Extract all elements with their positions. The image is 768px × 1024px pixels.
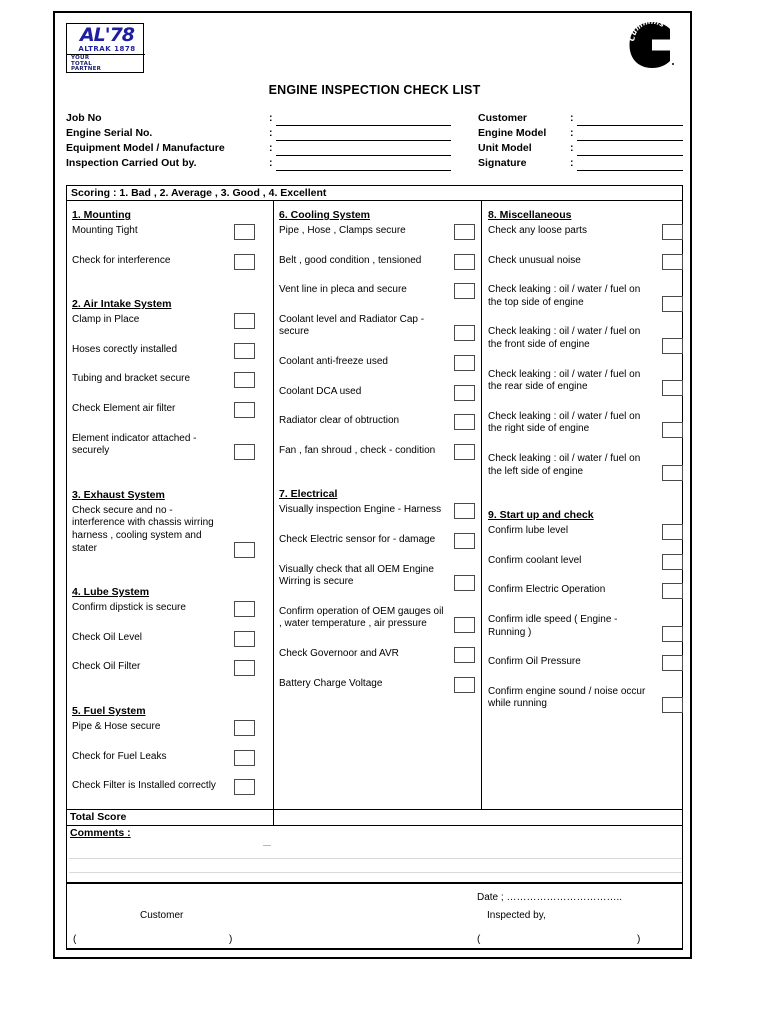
svg-text:Cummins: Cummins [627, 19, 667, 42]
page-title: ENGINE INSPECTION CHECK LIST [268, 83, 481, 97]
checklist-checkbox[interactable] [234, 444, 255, 460]
inspection-by-field[interactable] [276, 170, 451, 171]
document-frame [53, 11, 692, 959]
checklist-checkbox[interactable] [234, 601, 255, 617]
checklist-item-label: Pipe & Hose secure [72, 721, 161, 732]
checklist-item-label: Check leaking : oil / water / fuel on the rear side of engine [488, 368, 641, 393]
equipment-model-colon: : [269, 142, 273, 154]
checklist-item-label: Confirm coolant level [488, 554, 582, 566]
altrak-wordmark: AL'78 [79, 24, 135, 46]
checklist-item-label: Check unusual noise [488, 254, 581, 266]
total-score-label: Total Score [70, 811, 127, 823]
checklist-item-label: Visually check that all OEM Engine Wirring is secure [279, 563, 434, 588]
section-heading: 6. Cooling System [279, 209, 371, 221]
checklist-item-label: Check leaking : oil / water / fuel on the top side of engine [488, 284, 641, 308]
info-row [66, 112, 683, 127]
checklist-item-label: Check leaking : oil / water / fuel on the left side of engine [488, 453, 641, 477]
checklist-checkbox[interactable] [234, 254, 255, 270]
checklist-item-label: Check secure and no - interference with chassis wirring harness , cooling system and stater [72, 504, 214, 554]
engine-model-colon: : [570, 127, 574, 139]
checklist-item-label: Check leaking : oil / water / fuel on the right side of engine [488, 410, 641, 435]
unit-model-field[interactable] [577, 155, 683, 156]
checklist-checkbox[interactable] [662, 254, 683, 270]
checklist-column-1 [67, 201, 273, 809]
checklist-item-label: Tubing and bracket secure [72, 373, 191, 385]
checklist-checkbox[interactable] [454, 444, 475, 460]
checklist-checkbox[interactable] [454, 503, 475, 519]
checklist-item-label: Check leaking : oil / water / fuel on the front side of engine [488, 326, 641, 350]
checklist-checkbox[interactable] [454, 677, 475, 693]
checklist-item-label: Check Filter is Installed correctly [72, 780, 216, 792]
checklist-item-label: Confirm operation of OEM gauges oil , water temperature , air pressure [279, 605, 444, 630]
checklist-item-label: Confirm lube level [488, 525, 569, 537]
checklist-checkbox[interactable] [454, 325, 475, 341]
checklist-checkbox[interactable] [234, 631, 255, 647]
checklist-checkbox[interactable] [454, 533, 475, 549]
info-row [66, 157, 683, 172]
checklist-grid [66, 201, 683, 809]
section-heading: 2. Air Intake System [72, 298, 172, 311]
checklist-checkbox[interactable] [662, 697, 683, 713]
checklist-checkbox[interactable] [234, 224, 255, 240]
checklist-item-label: Coolant anti-freeze used [279, 356, 388, 367]
equipment-model-label: Equipment Model / Manufacture [66, 142, 225, 154]
checklist-checkbox[interactable] [662, 655, 683, 671]
checklist-item-label: Check any loose parts [488, 225, 587, 236]
section-heading: 1. Mounting [72, 209, 131, 221]
signature-label: Signature [478, 157, 527, 169]
section-heading: 3. Exhaust System [72, 488, 165, 501]
checklist-checkbox[interactable] [234, 779, 255, 795]
section-heading: 4. Lube System [72, 586, 150, 599]
checklist-item-label: Element indicator attached - securely [72, 432, 197, 457]
customer-label: Customer [478, 112, 528, 124]
checklist-column-3 [481, 201, 684, 809]
checklist-item-label: Confirm dipstick is secure [72, 602, 186, 614]
altrak-tagline [71, 56, 101, 73]
customer-signature-label: Customer [140, 910, 184, 921]
job-no-label: Job No [66, 112, 102, 124]
signature-colon: : [570, 157, 574, 169]
checklist-item-label: Check Oil Level [72, 631, 143, 643]
checklist-item-label: Fan , fan shroud , check - condition [279, 444, 436, 456]
checklist-item-label: Battery Charge Voltage [279, 677, 383, 689]
checklist-checkbox[interactable] [234, 343, 255, 359]
checklist-checkbox[interactable] [234, 720, 255, 736]
checklist-column-2 [273, 201, 481, 809]
checklist-checkbox[interactable] [662, 583, 683, 599]
customer-colon: : [570, 112, 574, 124]
section-heading: 5. Fuel System [72, 705, 146, 717]
checklist-item-label: Check for interference [72, 254, 171, 266]
info-row [66, 142, 683, 157]
checklist-checkbox[interactable] [662, 224, 683, 240]
checklist-checkbox[interactable] [662, 296, 683, 312]
tagline-line-3: PARTNER [71, 66, 102, 73]
checklist-item-label: Confirm idle speed ( Engine - Running ) [488, 614, 618, 638]
engine-serial-no-field[interactable] [276, 140, 451, 141]
checklist-item-label: Pipe , Hose , Clamps secure [279, 225, 406, 236]
info-fields [66, 112, 683, 172]
total-score-row [66, 809, 683, 826]
date-label[interactable]: Date ; …………………………….. [477, 892, 623, 903]
checklist-checkbox[interactable] [234, 750, 255, 766]
cummins-logo [626, 19, 678, 71]
inspector-paren-close: ) [637, 934, 641, 945]
section-heading: 7. Electrical [279, 488, 338, 501]
checklist-checkbox[interactable] [454, 224, 475, 240]
stray-mark [263, 845, 271, 846]
checklist-item-label: Mounting Tight [72, 225, 138, 236]
checklist-checkbox[interactable] [234, 402, 255, 418]
inspection-by-colon: : [269, 157, 273, 169]
checklist-item-label: Check Governoor and AVR [279, 648, 399, 659]
altrak-logo [66, 23, 144, 73]
checklist-item-label: Hoses corectly installed [72, 343, 178, 355]
checklist-item-label: Coolant DCA used [279, 385, 362, 397]
altrak-subtitle: ALTRAK 1878 [78, 45, 136, 53]
comments-rule-line[interactable] [69, 858, 682, 859]
checklist-checkbox[interactable] [662, 380, 683, 396]
checklist-checkbox[interactable] [454, 414, 475, 430]
checklist-item-label: Visually inspection Engine - Harness [279, 504, 442, 516]
signature-field[interactable] [577, 170, 683, 171]
customer-paren-open: ( [73, 934, 77, 945]
engine-serial-no-label: Engine Serial No. [66, 127, 153, 139]
checklist-checkbox[interactable] [234, 372, 255, 388]
checklist-checkbox[interactable] [662, 338, 683, 354]
checklist-checkbox[interactable] [662, 524, 683, 540]
checklist-item-label: Confirm Electric Operation [488, 584, 606, 596]
customer-field[interactable] [577, 125, 683, 126]
comments-rule-line[interactable] [69, 872, 682, 873]
checklist-item-label: Radiator clear of obtruction [279, 415, 400, 427]
checklist-item-label: Check Electric sensor for - damage [279, 534, 436, 545]
scoring-text: Scoring : 1. Bad , 2. Average , 3. Good , 4. Excellent [71, 187, 327, 199]
comments-label: Comments : [70, 827, 131, 839]
inspection-by-label: Inspection Carried Out by. [66, 157, 197, 169]
unit-model-label: Unit Model [478, 142, 532, 154]
checklist-checkbox[interactable] [234, 313, 255, 329]
checklist-item-label: Coolant level and Radiator Cap - secure [279, 313, 425, 338]
engine-serial-no-colon: : [269, 127, 273, 139]
inspected-by-label: Inspected by, [487, 910, 546, 921]
signature-section [66, 884, 683, 950]
checklist-checkbox[interactable] [662, 554, 683, 570]
checklist-checkbox[interactable] [454, 385, 475, 401]
checklist-checkbox[interactable] [234, 660, 255, 676]
checklist-item-label: Check for Fuel Leaks [72, 750, 167, 762]
customer-paren-close: ) [229, 934, 233, 945]
checklist-checkbox[interactable] [454, 617, 475, 633]
checklist-item-label: Belt , good condition , tensioned [279, 254, 422, 266]
unit-model-colon: : [570, 142, 574, 154]
checklist-checkbox[interactable] [662, 465, 683, 481]
equipment-model-field[interactable] [276, 155, 451, 156]
comments-section [66, 826, 683, 884]
job-no-colon: : [269, 112, 273, 124]
checklist-item-label: Confirm Oil Pressure [488, 656, 581, 668]
engine-model-field[interactable] [577, 140, 683, 141]
job-no-field[interactable] [276, 125, 451, 126]
inspector-paren-open: ( [477, 934, 481, 945]
checklist-item-label: Confirm engine sound / noise occur while running [488, 685, 646, 710]
engine-model-label: Engine Model [478, 127, 547, 139]
total-score-divider [273, 810, 274, 825]
checklist-checkbox[interactable] [454, 575, 475, 591]
checklist-checkbox[interactable] [662, 626, 683, 642]
checklist-checkbox[interactable] [454, 283, 475, 299]
checklist-checkbox[interactable] [454, 647, 475, 663]
checklist-checkbox[interactable] [662, 422, 683, 438]
checklist-item-label: Check Element air filter [72, 403, 176, 414]
checklist-item-label: Clamp in Place [72, 314, 140, 326]
tagline-line-2: TOTAL [71, 60, 93, 67]
section-heading: 8. Miscellaneous [488, 209, 572, 221]
checklist-checkbox[interactable] [234, 542, 255, 558]
checklist-item-label: Vent line in pleca and secure [279, 284, 407, 296]
checklist-item-label: Check Oil Filter [72, 661, 141, 673]
tagline-line-1: YOUR [71, 55, 90, 61]
checklist-checkbox[interactable] [454, 254, 475, 270]
info-row [66, 127, 683, 142]
section-heading: 9. Start up and check [488, 509, 594, 522]
checklist-checkbox[interactable] [454, 355, 475, 371]
scoring-legend [66, 185, 683, 201]
